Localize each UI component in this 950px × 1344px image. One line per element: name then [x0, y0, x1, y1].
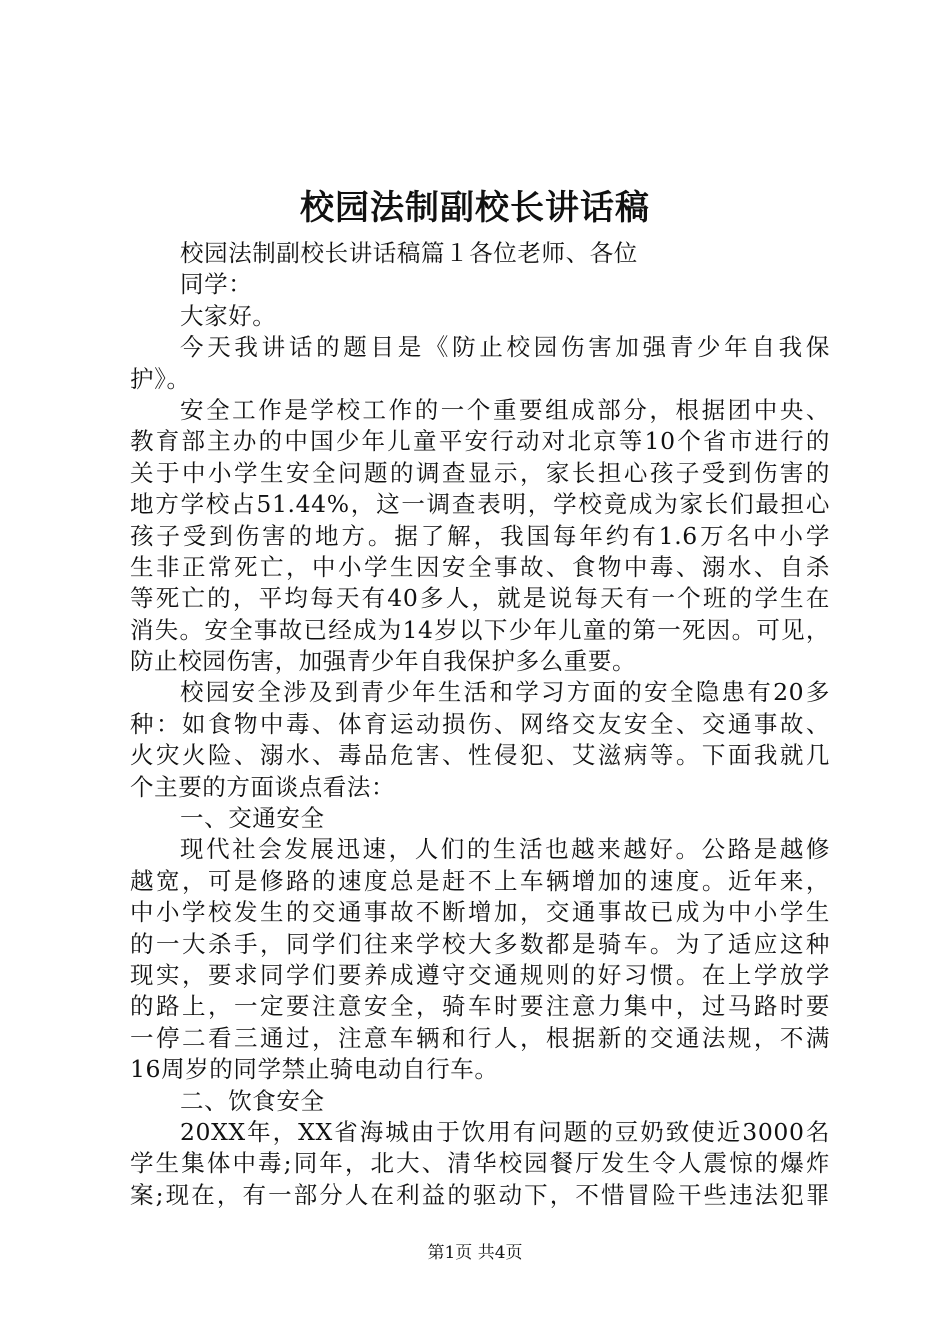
text-line: 二、饮食安全	[180, 1086, 325, 1115]
text-line: 的一大杀手，同学们往来学校大多数都是骑车。为了适应这种	[130, 929, 830, 958]
text-line: 20XX年，XX省海城由于饮用有问题的豆奶致使近3000名	[180, 1117, 830, 1146]
text-line: 孩子受到伤害的地方。据了解，我国每年约有1.6万名中小学	[130, 521, 830, 550]
text-line: 中小学校发生的交通事故不断增加，交通事故已成为中小学生	[130, 898, 830, 927]
text-line: 防止校园伤害，加强青少年自我保护多么重要。	[130, 647, 637, 676]
text-line: 校园法制副校长讲话稿篇１各位老师、各位	[180, 239, 638, 267]
text-line: 案;现在，有一部分人在利益的驱动下，不惜冒险干些违法犯罪	[130, 1180, 830, 1209]
text-line: 安全工作是学校工作的一个重要组成部分，根据团中央、	[180, 395, 830, 424]
text-line: 个主要的方面谈点看法：	[130, 772, 396, 801]
text-line: 校园安全涉及到青少年生活和学习方面的安全隐患有20多	[180, 678, 830, 707]
text-line: 越宽，可是修路的速度总是赶不上车辆增加的速度。近年来，	[130, 866, 830, 895]
text-line: 生非正常死亡，中小学生因安全事故、食物中毒、溺水、自杀	[130, 552, 830, 581]
document-body	[130, 238, 830, 1211]
text-line: 一、交通安全	[180, 804, 325, 833]
text-line: 护》。	[130, 364, 191, 393]
document-title: 校园法制副校长讲话稿	[300, 188, 650, 228]
text-line: 16周岁的同学禁止骑电动自行车。	[130, 1055, 499, 1084]
text-line: 关于中小学生安全问题的调查显示，家长担心孩子受到伤害的	[130, 458, 830, 487]
text-line: 同学：	[180, 270, 253, 299]
text-line: 今天我讲话的题目是《防止校园伤害加强青少年自我保	[180, 333, 830, 362]
text-line: 教育部主办的中国少年儿童平安行动对北京等10个省市进行的	[130, 427, 830, 456]
text-line: 大家好。	[180, 301, 277, 330]
page-footer: 第1页 共4页	[427, 1243, 523, 1263]
text-line: 火灾火险、溺水、毒品危害、性侵犯、艾滋病等。下面我就几	[130, 741, 830, 770]
text-line: 一停二看三通过，注意车辆和行人，根据新的交通法规，不满	[130, 1023, 830, 1052]
text-line: 学生集体中毒;同年，北大、清华校园餐厅发生令人震惊的爆炸	[130, 1149, 830, 1178]
text-line: 现代社会发展迅速，人们的生活也越来越好。公路是越修	[180, 835, 830, 864]
text-line: 的路上，一定要注意安全，骑车时要注意力集中，过马路时要	[130, 992, 830, 1021]
text-line: 现实，要求同学们要养成遵守交通规则的好习惯。在上学放学	[130, 960, 830, 989]
text-line: 种：如食物中毒、体育运动损伤、网络交友安全、交通事故、	[130, 709, 830, 738]
text-line: 消失。安全事故已经成为14岁以下少年儿童的第一死因。可见，	[130, 615, 830, 644]
text-line: 等死亡的，平均每天有40多人，就是说每天有一个班的学生在	[130, 584, 830, 613]
text-line: 地方学校占51.44%，这一调查表明，学校竟成为家长们最担心	[130, 490, 830, 519]
